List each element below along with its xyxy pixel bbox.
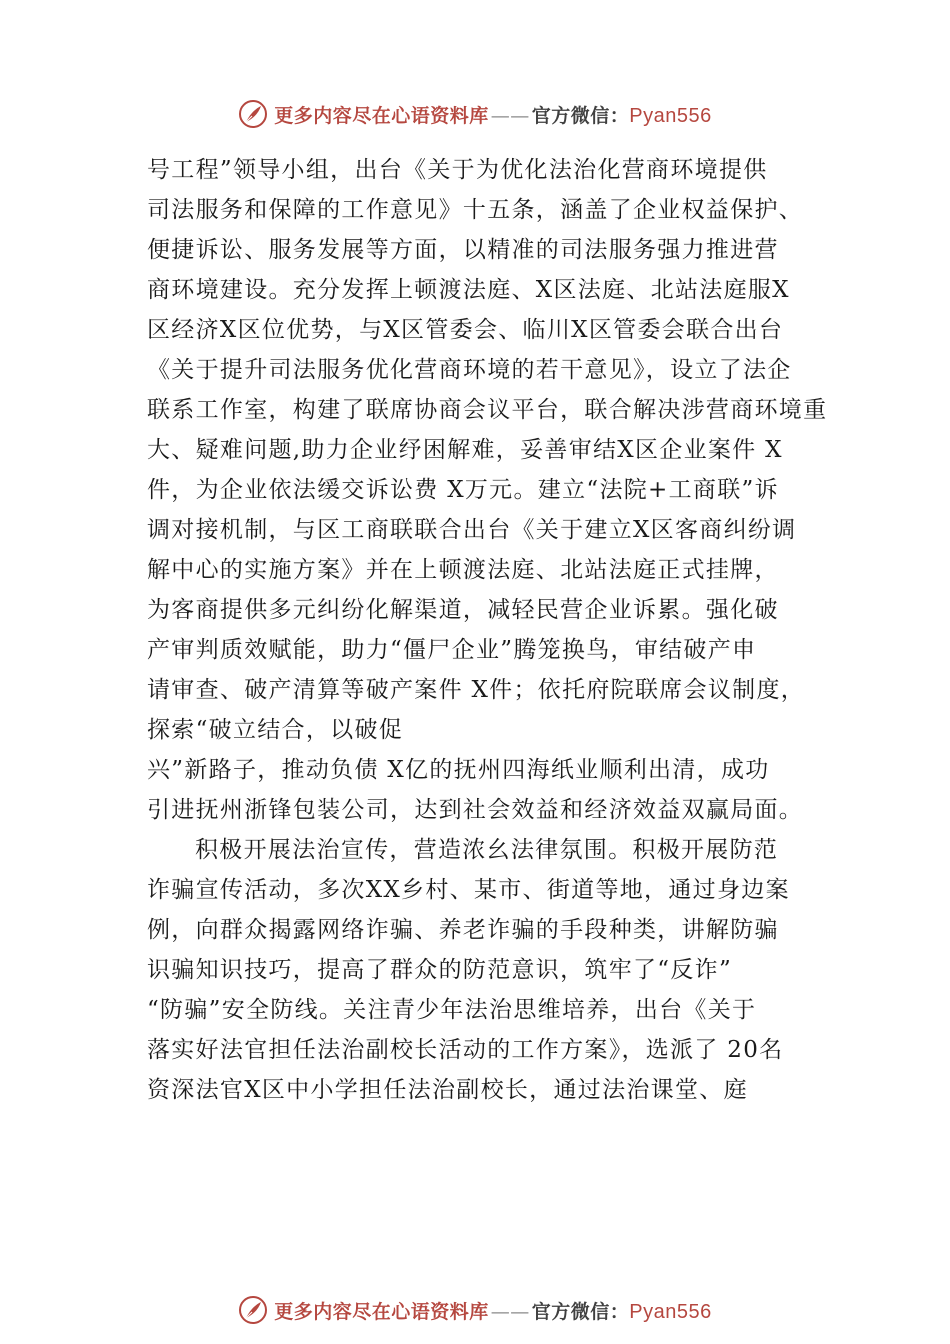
body-line: 为客商提供多元纠纷化解渠道，减轻民营企业诉累。强化破	[147, 597, 779, 623]
body-line: 联系工作室，构建了联席协商会议平台，联合解决涉营商环境重	[147, 397, 827, 423]
footer-banner-wechat-label: 官方微信：	[531, 1300, 630, 1323]
body-line: “防骗”安全防线。关注青少年法治思维培养，出台《关于	[147, 997, 757, 1023]
body-line: 例，向群众揭露网络诈骗、养老诈骗的手段种类，讲解防骗	[147, 917, 779, 943]
body-line: 解中心的实施方案》并在上顿渡法庭、北站法庭正式挂牌，	[147, 557, 779, 583]
body-line: 区经济X区位优势，与X区管委会、临川X区管委会联合出台	[147, 317, 784, 343]
document-body	[147, 150, 827, 1110]
body-line: 商环境建设。充分发挥上顿渡法庭、X区法庭、北站法庭服X	[147, 277, 790, 303]
body-line: 探索“破立结合，以破促	[147, 717, 404, 743]
body-line: 《关于提升司法服务优化营商环境的若干意见》，设立了法企	[147, 357, 792, 383]
header-banner-text	[274, 101, 712, 128]
footer-banner-main: 更多内容尽在心语资料库	[274, 1300, 489, 1323]
header-banner-wechat-label: 官方微信：	[531, 104, 630, 127]
footer-banner	[0, 1290, 950, 1330]
body-line: 请审查、破产清算等破产案件 X件；依托府院联席会议制度，	[147, 677, 806, 703]
paragraph-start-line: 积极开展法治宣传，营造浓⺓法律氛围。积极开展防范	[195, 837, 779, 863]
body-line: 司法服务和保障的工作意见》十五条，涵盖了企业权益保护、	[147, 197, 804, 223]
header-banner	[0, 94, 950, 134]
body-line: 大、疑难问题,助力企业纾困解难，妥善审结X区企业案件 X	[147, 437, 783, 463]
header-banner-main: 更多内容尽在心语资料库	[274, 104, 489, 127]
body-line: 兴”新路子，推动负债 X亿的抚州四海纸业顺利出清，成功	[147, 757, 770, 783]
body-line: 资深法官X区中小学担任法治副校长，通过法治课堂、庭	[147, 1077, 748, 1103]
body-line: 号工程”领导小组，出台《关于为优化法治化营商环境提供	[147, 157, 768, 183]
footer-banner-sep: ——	[490, 1300, 530, 1323]
body-line: 落实好法官担任法治副校长活动的工作方案》，选派了 20名	[147, 1037, 784, 1063]
footer-banner-text	[274, 1297, 712, 1324]
body-line: 诈骗宣传活动，多次XX乡村、某市、街道等地，通过身边案	[147, 877, 790, 903]
footer-banner-wechat-id: Pyan556	[629, 1300, 712, 1323]
body-line: 调对接机制，与区工商联联合出台《关于建立X区客商纠纷调	[147, 517, 797, 543]
body-line: 识骗知识技巧，提高了群众的防范意识，筑牢了“反诈”	[147, 957, 733, 983]
feather-logo-icon	[238, 1295, 268, 1325]
body-line: 件，为企业依法缓交诉讼费 X万元。建立“法院+工商联”诉	[147, 477, 779, 503]
header-banner-sep: ——	[490, 104, 530, 127]
body-line: 产审判质效赋能，助力“僵尸企业”腾笼换鸟，审结破产申	[147, 637, 757, 663]
body-line: 便捷诉讼、服务发展等方面，以精准的司法服务强力推进营	[147, 237, 779, 263]
header-banner-wechat-id: Pyan556	[629, 104, 712, 127]
body-line: 引进抚州浙锋包装公司，达到社会效益和经济效益双赢局面。	[147, 797, 804, 823]
feather-logo-icon	[238, 99, 268, 129]
